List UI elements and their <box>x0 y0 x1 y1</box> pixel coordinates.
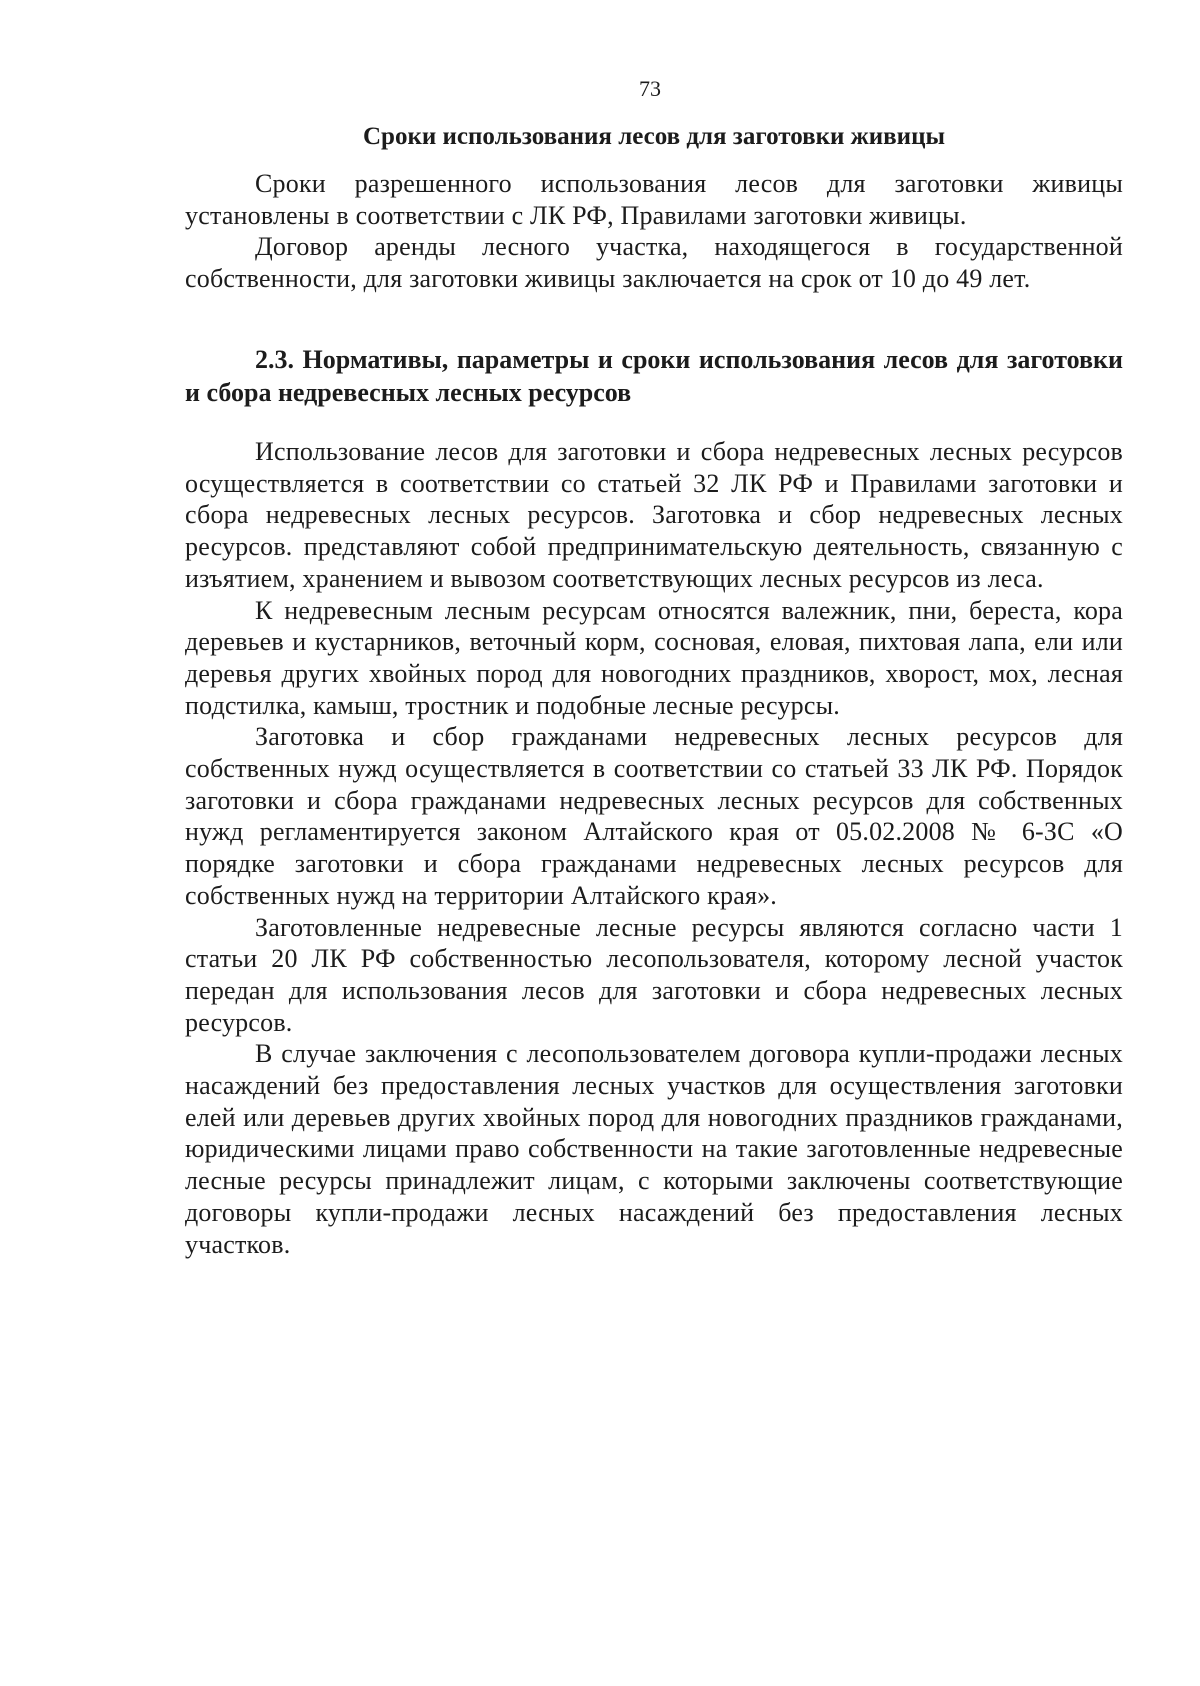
paragraph: В случае заключения с лесопользователем договора купли-продажи лесных насаждений без предоставления лесных участков для осуществления заготовки елей или деревьев других хвойных пород для новогодних праздников гражданами, юридическими лицами право собственности на такие заготовленные недревесные лесные ресурсы принадлежит лицам, с которыми заключены соответствующие договоры купли-продажи лесных насаждений без предоставления лесных участков. <box>185 1039 1123 1259</box>
paragraph: Заготовленные недревесные лесные ресурсы являются согласно части 1 статьи 20 ЛК РФ собственностью лесопользователя, которому лесной участок передан для использования лесов для заготовки и сбора недревесных лесных ресурсов. <box>185 912 1123 1037</box>
paragraph: Договор аренды лесного участка, находящегося в государственной собственности, для заготовки живицы заключается на срок от 10 до 49 лет. <box>185 232 1123 294</box>
section-resin-body <box>185 168 1123 295</box>
subsection-heading-2-3: 2.3. Нормативы, параметры и сроки использования лесов для заготовки и сбора недревесных лесных ресурсов <box>185 345 1123 407</box>
paragraph: К недревесным лесным ресурсам относятся валежник, пни, береста, кора деревьев и кустарников, веточный корм, сосновая, еловая, пихтовая лапа, ели или деревья других хвойных пород для новогодних праздников, хворост, мох, лесная подстилка, камыш, тростник и подобные лесные ресурсы. <box>185 595 1123 720</box>
paragraph: Сроки разрешенного использования лесов для заготовки живицы установлены в соответствии с ЛК РФ, Правилами заготовки живицы. <box>185 169 1123 230</box>
paragraph: Заготовка и сбор гражданами недревесных лесных ресурсов для собственных нужд осуществляется в соответствии со статьей 33 ЛК РФ. Порядок заготовки и сбора гражданами недревесных лесных ресурсов для собственных нужд регламентируется законом Алтайского края от 05.02.2008 № 6-ЗС «О порядке заготовки и сбора гражданами недревесных лесных ресурсов для собственных нужд на территории Алтайского края». <box>185 722 1123 910</box>
section-heading-resin-terms: Сроки использования лесов для заготовки живицы <box>363 123 945 150</box>
page-number: 73 <box>639 76 661 101</box>
section-nontimber-body <box>185 436 1123 1260</box>
paragraph: Использование лесов для заготовки и сбора недревесных лесных ресурсов осуществляется в соответствии со статьей 32 ЛК РФ и Правилами заготовки и сбора недревесных лесных ресурсов. Заготовка и сбор недревесных лесных ресурсов. представляют собой предпринимательскую деятельность, связанную с изъятием, хранением и вывозом соответствующих лесных ресурсов из леса. <box>185 437 1123 593</box>
